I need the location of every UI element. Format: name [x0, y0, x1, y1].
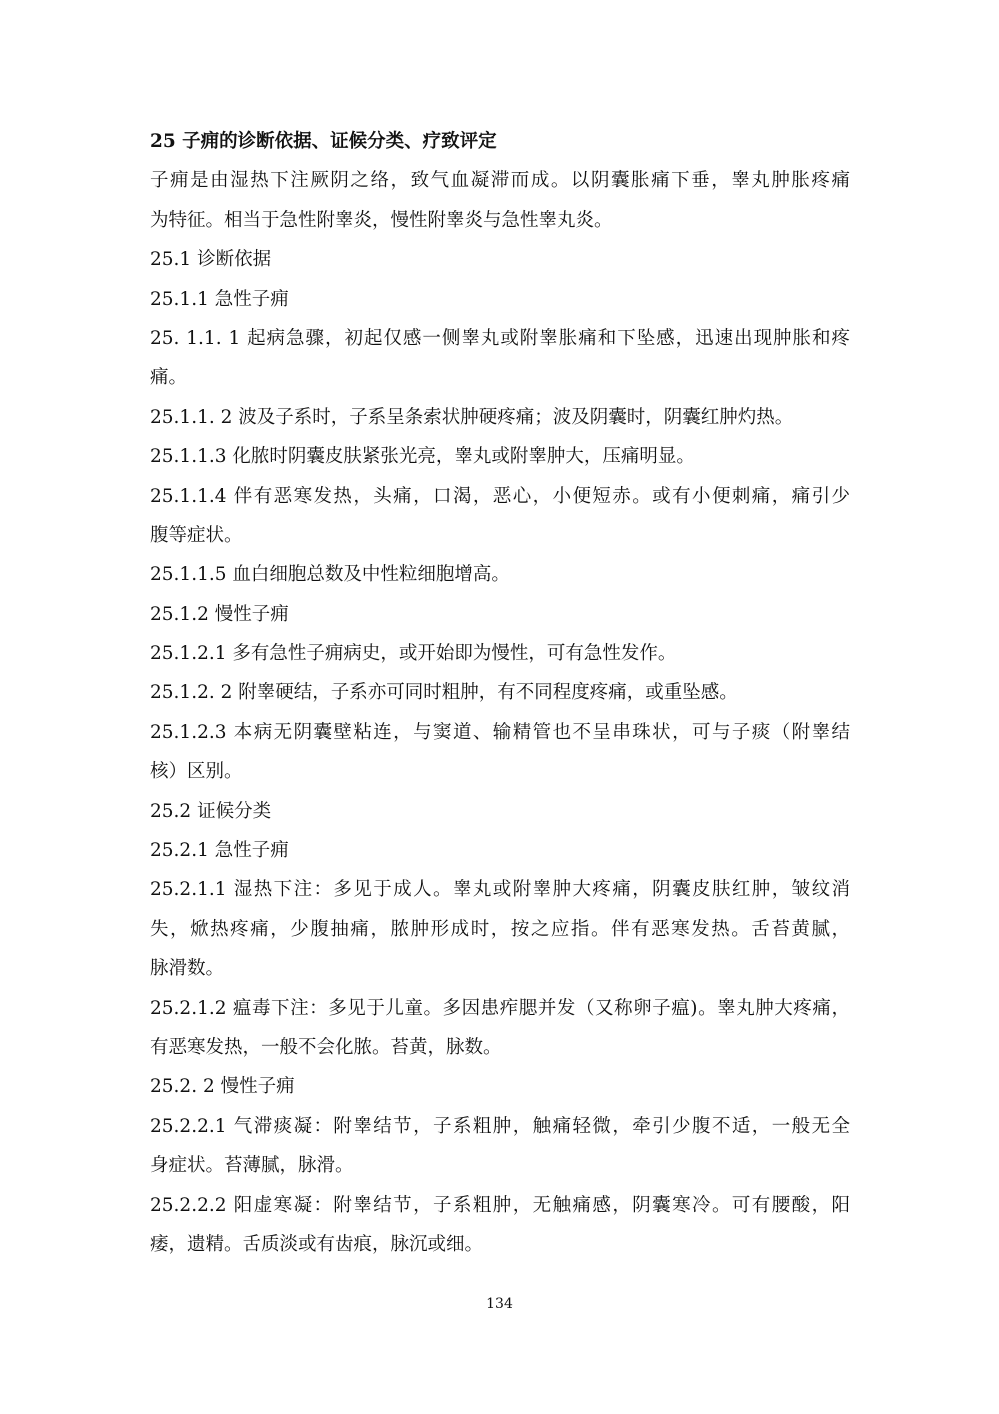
- paragraph-line: 25.1.1.4 伴有恶寒发热，头痛，口渴，恶心，小便短赤。或有小便刺痛，痛引少: [150, 485, 850, 507]
- paragraph-line: 25.1.1.5 血白细胞总数及中性粒细胞增高。: [150, 564, 510, 586]
- page-number: 134: [486, 1296, 513, 1312]
- subsection-heading: 25.2 证候分类: [150, 800, 272, 822]
- subsection-heading: 25.1.2 慢性子痈: [150, 603, 289, 625]
- paragraph-line: 痛。: [150, 367, 188, 389]
- paragraph-line: 核）区别。: [150, 761, 243, 783]
- paragraph-line: 失，焮热疼痛，少腹抽痛，脓肿形成时，按之应指。伴有恶寒发热。舌苔黄腻，: [150, 918, 850, 940]
- subsection-heading: 25.2.1 急性子痈: [150, 840, 289, 862]
- paragraph-line: 脉滑数。: [150, 958, 225, 980]
- paragraph-line: 25.2.1.2 瘟毒下注：多见于儿童。多因患痄腮并发（又称卵子瘟)。睾丸肿大疼痛，: [150, 997, 850, 1019]
- subsection-heading: 25.1.1 急性子痈: [150, 288, 289, 310]
- paragraph-line: 25.1.1. 2 波及子系时，子系呈条索状肿硬疼痛；波及阴囊时，阴囊红肿灼热。: [150, 406, 794, 428]
- paragraph-line: 25.1.1.3 化脓时阴囊皮肤紧张光亮，睾丸或附睾肿大，压痛明显。: [150, 446, 695, 468]
- paragraph-line: 25. 1.1. 1 起病急骤，初起仅感一侧睾丸或附睾胀痛和下坠感，迅速出现肿胀和疼: [150, 327, 850, 349]
- subsection-heading: 25.2. 2 慢性子痈: [150, 1076, 295, 1098]
- paragraph-line: 25.2.2.2 阳虚寒凝：附睾结节，子系粗肿，无触痛感，阴囊寒冷。可有腰酸，阳: [150, 1194, 850, 1216]
- paragraph-line: 腹等症状。: [150, 524, 243, 546]
- paragraph-line: 25.1.2. 2 附睾硬结，子系亦可同时粗肿，有不同程度疼痛，或重坠感。: [150, 682, 738, 704]
- section-title: 25 子痈的诊断依据、证候分类、疗致评定: [150, 131, 497, 152]
- paragraph-line: 25.1.2.3 本病无阴囊壁粘连，与窦道、输精管也不呈串珠状，可与子痰（附睾结: [150, 721, 850, 743]
- subsection-heading: 25.1 诊断依据: [150, 249, 272, 271]
- paragraph-line: 痿，遗精。舌质淡或有齿痕，脉沉或细。: [150, 1233, 484, 1255]
- paragraph-line: 为特征。相当于急性附睾炎，慢性附睾炎与急性睾丸炎。: [150, 209, 613, 231]
- paragraph-line: 25.2.2.1 气滞痰凝：附睾结节，子系粗肿，触痛轻微，牵引少腹不适，一般无全: [150, 1115, 850, 1137]
- paragraph-line: 身症状。苔薄腻，脉滑。: [150, 1155, 354, 1177]
- document-body: [150, 122, 850, 1264]
- paragraph-line: 子痈是由湿热下注厥阴之络，致气血凝滞而成。以阴囊胀痛下垂，睾丸肿胀疼痛: [150, 170, 850, 192]
- paragraph-line: 有恶寒发热，一般不会化脓。苔黄，脉数。: [150, 1036, 502, 1058]
- paragraph-line: 25.1.2.1 多有急性子痈病史，或开始即为慢性，可有急性发作。: [150, 643, 677, 665]
- paragraph-line: 25.2.1.1 湿热下注：多见于成人。睾丸或附睾肿大疼痛，阴囊皮肤红肿，皱纹消: [150, 879, 850, 901]
